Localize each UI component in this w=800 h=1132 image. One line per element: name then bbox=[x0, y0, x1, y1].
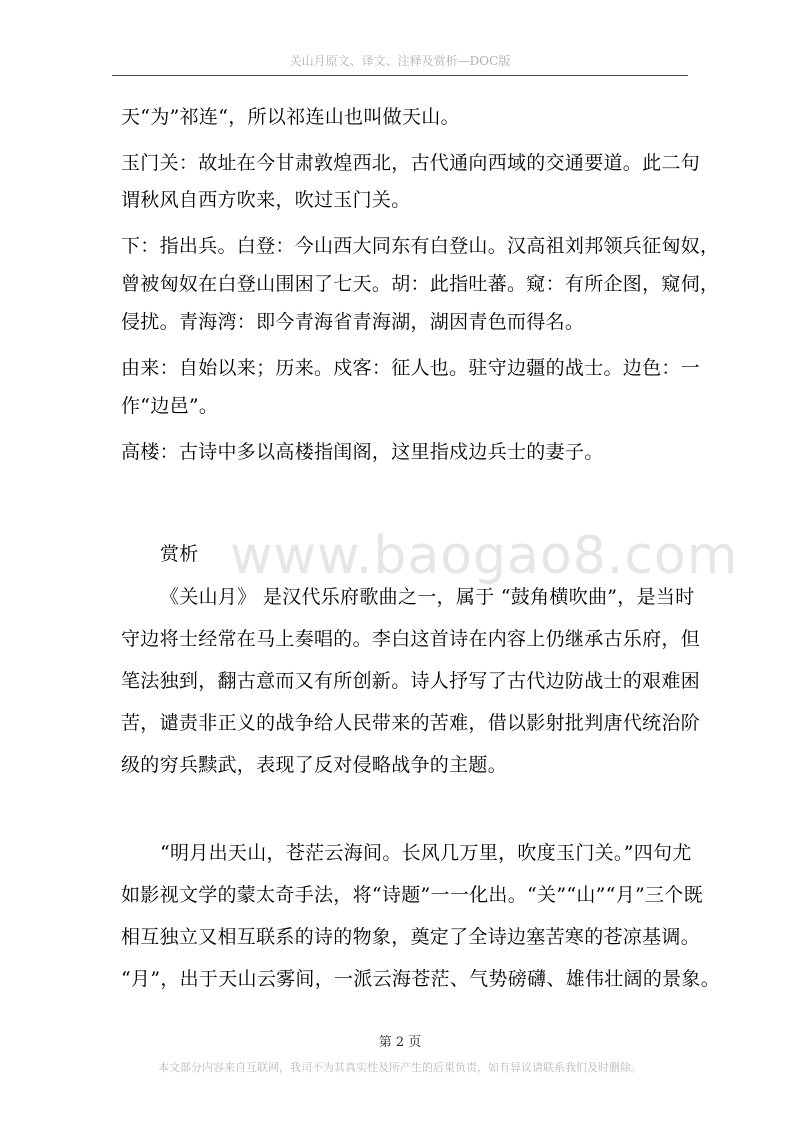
body-line: 下：指出兵。白登：今山西大同东有白登山。汉高祖刘邦领兵征匈奴， bbox=[121, 235, 720, 257]
body-line: 高楼：古诗中多以高楼指闺阁，这里指戍边兵士的妻子。 bbox=[121, 441, 604, 463]
body-line: 苦，谴责非正义的战争给人民带来的苦难，借以影射批判唐代统治阶 bbox=[121, 712, 701, 734]
body-line: 相互独立又相互联系的诗的物象，奠定了全诗边塞苦寒的苍凉基调。 bbox=[121, 926, 701, 948]
page-number: 第 2 页 bbox=[378, 1035, 422, 1050]
body-line: 曾被匈奴在白登山围困了七天。胡：此指吐蕃。窥：有所企图，窥伺， bbox=[121, 273, 720, 295]
header-divider bbox=[112, 75, 688, 76]
body-line: 侵扰。青海湾：即今青海省青海湖，湖因青色而得名。 bbox=[121, 311, 585, 333]
body-line: 守边将士经常在马上奏唱的。李白这首诗在内容上仍继承古乐府，但 bbox=[121, 628, 701, 650]
body-line: 如影视文学的蒙太奇手法，将“诗题”一一化出。“关”“山”“月”三个既 bbox=[121, 884, 703, 906]
body-line: “月”，出于天山云雾间，一派云海苍茫、气势磅礴、雄伟壮阔的景象。 bbox=[121, 968, 721, 990]
watermark: www.baogao8.com bbox=[230, 526, 739, 586]
header-title: 关山月原文、译文、注释及赏析—DOC版 bbox=[289, 54, 511, 68]
body-line: 《关山月》 是汉代乐府歌曲之一，属于 “鼓角横吹曲”，是当时 bbox=[160, 586, 695, 608]
body-line: 谓秋风自西方吹来，吹过玉门关。 bbox=[121, 189, 411, 211]
body-line: 作“边邑”。 bbox=[121, 395, 219, 417]
body-line: 级的穷兵黩武，表现了反对侵略战争的主题。 bbox=[121, 754, 508, 776]
section-heading: 赏析 bbox=[160, 543, 199, 565]
body-line: “明月出天山，苍茫云海间。长风几万里，吹度玉门关。”四句尤 bbox=[160, 842, 692, 864]
body-line: 天“为”祁连“，所以祁连山也叫做天山。 bbox=[121, 106, 460, 128]
body-line: 由来：自始以来；历来。戍客：征人也。驻守边疆的战士。边色：一 bbox=[121, 357, 701, 379]
body-line: 笔法独到，翻古意而又有所创新。诗人抒写了古代边防战士的艰难困 bbox=[121, 670, 701, 692]
body-line: 玉门关：故址在今甘肃敦煌西北，古代通向西域的交通要道。此二句 bbox=[121, 152, 701, 174]
footer-disclaimer: 本文部分内容来自互联网，我司不为其真实性及所产生的后果负责，如有异议请联系我们及时删除。 bbox=[158, 1061, 642, 1074]
